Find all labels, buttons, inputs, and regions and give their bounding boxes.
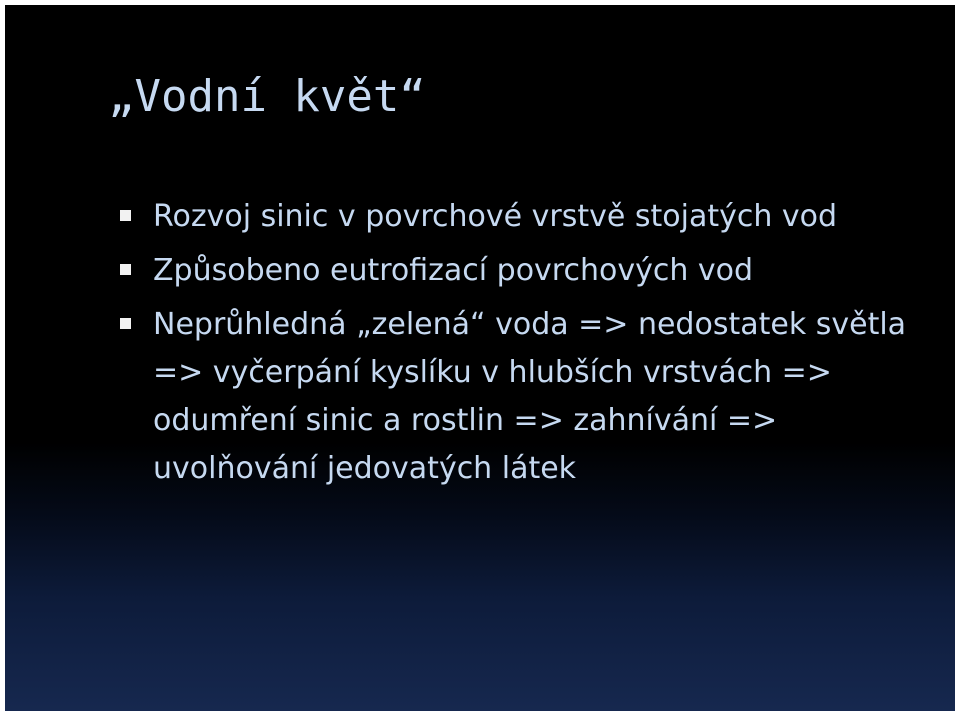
bullet-item-3 — [153, 301, 923, 493]
square-bullet-icon — [120, 210, 131, 221]
bullet-text: Způsobeno eutrofizací povrchových vod — [153, 253, 754, 288]
square-bullet-icon — [120, 318, 131, 329]
slide-title: „Vodní květ“ — [108, 71, 426, 122]
bullet-item-2 — [153, 247, 923, 295]
square-bullet-icon — [120, 264, 131, 275]
bullet-list — [153, 193, 923, 499]
bullet-text: Rozvoj sinic v povrchové vrstvě stojatých vod — [153, 199, 838, 234]
slide — [5, 5, 955, 711]
bullet-item-1 — [153, 193, 923, 241]
bullet-text: Neprůhledná „zelená“ voda => nedostatek světla => vyčerpání kyslíku v hlubších vrstvách => odumření sinic a rostlin => zahnívání => uvolňování jedovatých látek — [153, 307, 907, 486]
